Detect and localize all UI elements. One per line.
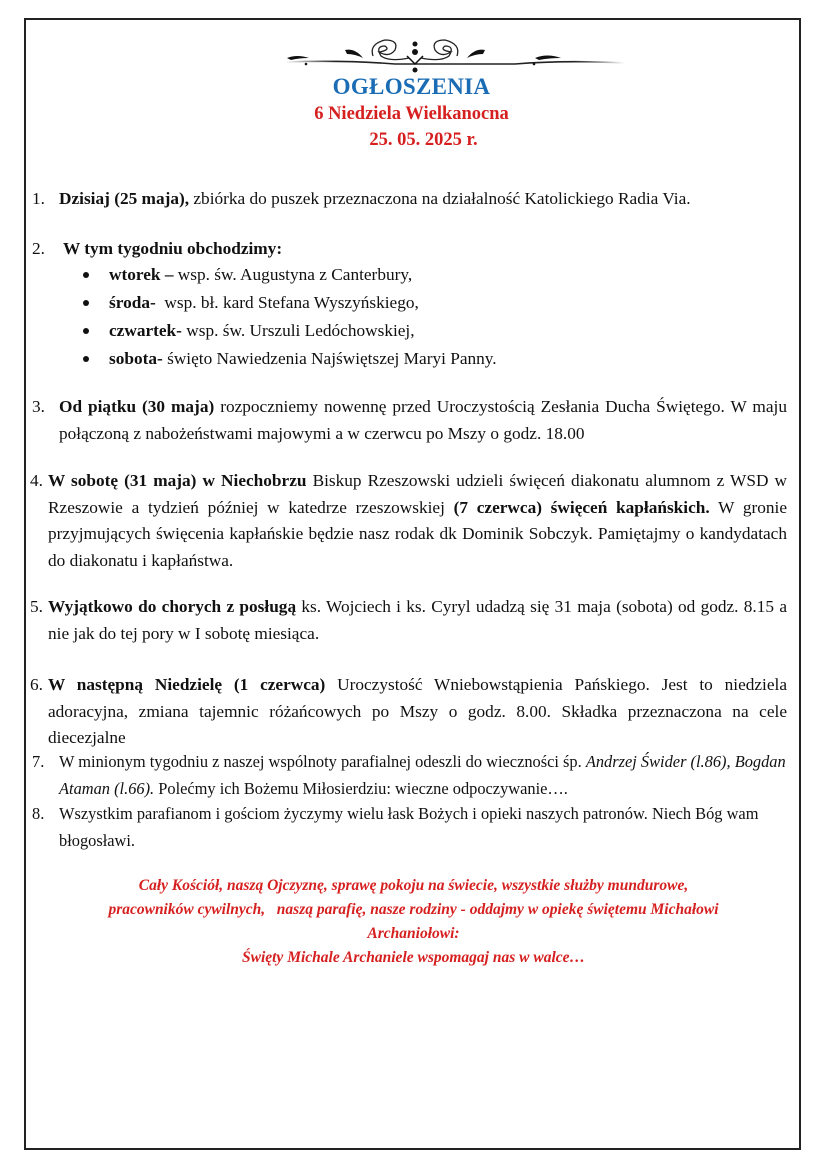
item-text-2: Polećmy ich Bożemu Miłosierdziu: wieczne odpoczywanie…. bbox=[154, 778, 568, 798]
item-text: Wszystkim parafianom i gościom życzymy wielu łask Bożych i opieki naszych patronów. Niech Bóg wam błogosławi. bbox=[59, 804, 759, 850]
item-number: 4. bbox=[30, 471, 43, 490]
prayer-line: Cały Kościół, naszą Ojczyznę, sprawę pokoju na świecie, wszystkie służby mundurowe, bbox=[138, 877, 689, 894]
day-name: sobota- bbox=[109, 349, 163, 368]
item-number: 7. bbox=[32, 752, 45, 771]
closing-prayer bbox=[40, 874, 787, 970]
day-text: święto Nawiedzenia Najświętszej Maryi Panny. bbox=[162, 349, 497, 368]
announcement-item-3 bbox=[32, 394, 787, 447]
item-number: 8. bbox=[32, 804, 45, 823]
item-highlight: Dzisiaj (25 maja), bbox=[59, 189, 190, 208]
announcement-item-6 bbox=[30, 672, 787, 752]
item-text: W minionym tygodniu z naszej wspólnoty parafialnej odeszli do wieczności śp. bbox=[59, 752, 586, 771]
item-number: 3. bbox=[32, 397, 45, 416]
item-highlight: W sobotę (31 maja) w Niechobrzu bbox=[48, 471, 307, 490]
bullet-icon bbox=[83, 272, 89, 278]
day-text: wsp. św. Urszuli Ledóchowskiej, bbox=[181, 321, 415, 340]
item-number: 2. bbox=[32, 239, 45, 258]
item-text-2: W gronie przyjmujących święcenia kapłańskie będzie nasz rodak dk Dominik Sobczyk. Pamiętajmy o kandydatach do diakonatu i kapłaństwa. bbox=[48, 497, 787, 570]
bullet-icon bbox=[83, 300, 89, 306]
item-text: ks. Wojciech i ks. Cyryl udadzą się 31 maja (sobota) od godz. 8.15 a nie jak do tej pory w I sobotę miesiąca. bbox=[48, 597, 787, 643]
bullet-icon bbox=[83, 356, 89, 362]
item-highlight: W następną Niedzielę (1 czerwca) bbox=[48, 675, 326, 694]
item-highlight: W tym tygodniu obchodzimy: bbox=[63, 239, 283, 258]
announcement-item-4 bbox=[30, 468, 787, 574]
item-number: 6. bbox=[30, 675, 43, 694]
item-text: rozpoczniemy nowennę przed Uroczystością Zesłania Ducha Świętego. W maju połączoną z nabożeństwami majowymi a w czerwcu po Mszy o godz. 18.00 bbox=[59, 397, 787, 443]
day-name: wtorek – bbox=[109, 265, 174, 284]
day-name: czwartek- bbox=[109, 321, 182, 340]
item-highlight-2: (7 czerwca) święceń kapłańskich. bbox=[453, 497, 710, 517]
day-text: wsp. św. Augustyna z Canterbury, bbox=[173, 265, 413, 284]
item-text: zbiórka do puszek przeznaczona na działalność Katolickiego Radia Via. bbox=[189, 189, 691, 208]
item-text: Biskup Rzeszowski udzieli święceń diakonatu alumnom z WSD w Rzeszowie a tydzień później w katedrze rzeszowskiej bbox=[48, 471, 787, 517]
day-name: środa- bbox=[109, 293, 156, 312]
item-number: 1. bbox=[32, 189, 45, 208]
bullet-icon bbox=[83, 328, 89, 334]
prayer-line: pracowników cywilnych, naszą parafię, nasze rodziny - oddajmy w opiekę świętemu Michałowi bbox=[108, 901, 719, 918]
item-number: 5. bbox=[30, 597, 43, 616]
list-item bbox=[83, 289, 497, 317]
announcement-item-5 bbox=[30, 594, 787, 647]
decorative-flourish-icon bbox=[285, 26, 625, 76]
prayer-line: Archaniołowi: bbox=[367, 925, 460, 942]
page-title: OGŁOSZENIA bbox=[332, 74, 491, 99]
item-highlight: Od piątku (30 maja) bbox=[59, 397, 215, 416]
weekday-list bbox=[83, 261, 497, 373]
announcement-item-7 bbox=[32, 749, 787, 802]
list-item bbox=[83, 345, 497, 373]
item-highlight: Wyjątkowo do chorych z posługą bbox=[48, 597, 297, 616]
page-subtitle: 6 Niedziela Wielkanocna bbox=[314, 104, 509, 124]
page-date: 25. 05. 2025 r. bbox=[369, 130, 478, 150]
announcement-item-8 bbox=[32, 801, 787, 854]
list-item bbox=[83, 261, 497, 289]
prayer-line: Święty Michale Archaniele wspomagaj nas w walce… bbox=[241, 949, 586, 966]
deceased-names: Andrzej Świder (l.86), Bogdan Ataman (l.66). bbox=[59, 752, 786, 798]
list-item bbox=[83, 317, 497, 345]
item-text: Uroczystość Wniebowstąpienia Pańskiego. Jest to niedziela adoracyjna, zmiana tajemnic różańcowych po Mszy o godz. 8.00. Składka przeznaczona na cele diecezjalne bbox=[48, 675, 787, 747]
day-text: wsp. bł. kard Stefana Wyszyńskiego, bbox=[155, 293, 419, 312]
